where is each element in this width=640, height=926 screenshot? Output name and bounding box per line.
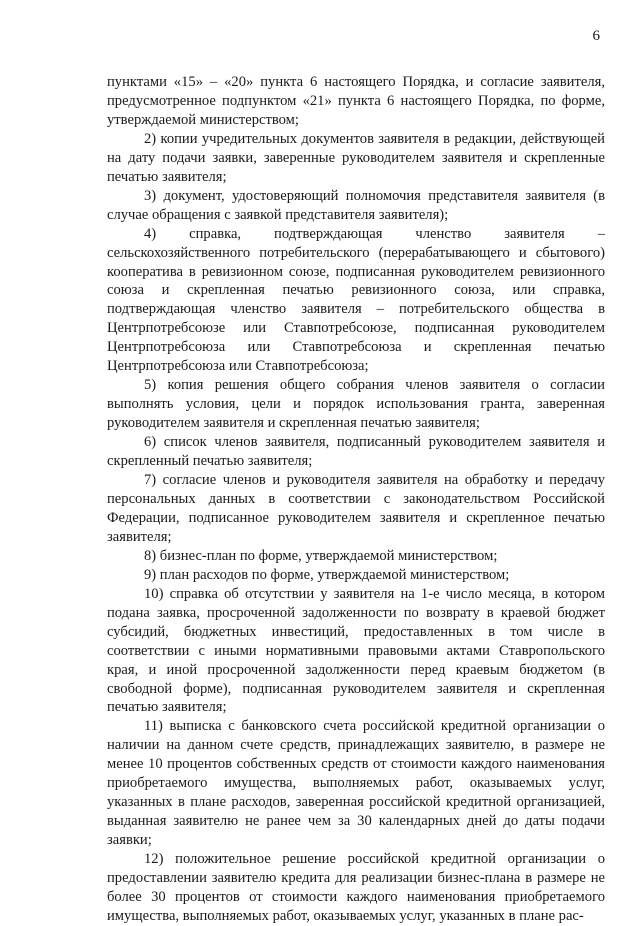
paragraph-item-12: 12) положительное решение российской кредитной организации о предоставлении заявителю кредита для реализации бизнес-плана в размере не более 30 процентов от стоимости каждого наименования приобретаемого имущества, выполняемых работ, оказываемых услуг, указанных в плане рас- (107, 851, 605, 924)
paragraph-item-4: 4) справка, подтверждающая членство заявителя – сельскохозяйственного потребительского (перерабатывающего и сбытового) кооператива в ревизионном союзе, подписанная руководителем ревизионного союза и скрепленная печатью ревизионного союза, или справка, подтверждающая членство заявителя – потребительского общества в Центрпотребсоюзе или Ставпотребсоюзе, подписанная руководителем Центрпотребсоюза или Ставпотребсоюза и скрепленная печатью Центрпотребсоюза или Ставпотребсоюза; (107, 225, 605, 375)
paragraph-item-10: 10) справка об отсутствии у заявителя на 1-е число месяца, в котором подана заявка, просроченной задолженности по возврату в краевой бюджет субсидий, бюджетных инвестиций, предоставленных в том числе в соответствии с иными нормативными правовыми актами Ставропольского края, и иной просроченной задолженности перед краевым бюджетом (в свободной форме), подписанная руководителем заявителя и скрепленная печатью заявителя; (107, 585, 605, 716)
paragraph-item-8: 8) бизнес-план по форме, утверждаемой министерством; (144, 547, 498, 564)
paragraph-item-7: 7) согласие членов и руководителя заявителя на обработку и передачу персональных данных в соответствии с законодательством Российской Федерации, подписанное руководителем заявителя и скрепленное печатью заявителя; (107, 472, 605, 545)
document-body (107, 73, 605, 926)
page-number: 6 (592, 28, 600, 44)
paragraph-item-6: 6) список членов заявителя, подписанный руководителем заявителя и скрепленный печатью заявителя; (107, 434, 605, 470)
paragraph-item-2: 2) копии учредительных документов заявителя в редакции, действующей на дату подачи заявки, заверенные руководителем заявителя и скрепленные печатью заявителя; (107, 130, 605, 185)
paragraph-item-5: 5) копия решения общего собрания членов заявителя о согласии выполнять условия, цели и порядок использования гранта, заверенная руководителем заявителя и скрепленная печатью заявителя; (107, 377, 605, 432)
paragraph-item-9: 9) план расходов по форме, утверждаемой министерством; (144, 566, 510, 583)
paragraph-continuation: пунктами «15» – «20» пункта 6 настоящего Порядка, и согласие заявителя, предусмотренное подпунктом «21» пункта 6 настоящего Порядка, по форме, утверждаемой министерством; (107, 74, 605, 128)
paragraph-item-11: 11) выписка с банковского счета российской кредитной организации о наличии на данном счете средств, принадлежащих заявителю, в размере не менее 10 процентов собственных средств от стоимости каждого наименования приобретаемого имущества, выполняемых работ, оказываемых услуг, указанных в плане расходов, заверенная российской кредитной организацией, выданная заявителю не ранее чем за 30 календарных дней до даты подачи заявки; (107, 718, 605, 849)
paragraph-item-3: 3) документ, удостоверяющий полномочия представителя заявителя (в случае обращения с заявкой представителя заявителя); (107, 187, 605, 223)
